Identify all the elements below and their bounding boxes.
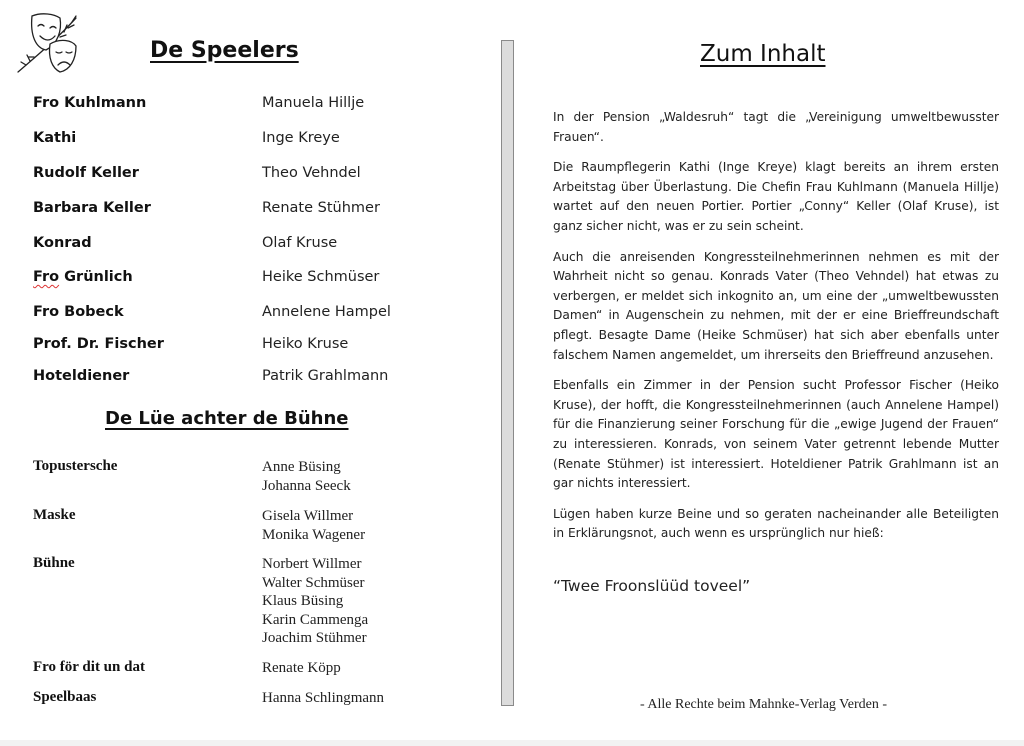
crew-role: Topustersche (33, 458, 118, 474)
crew-name: Anne Büsing (262, 459, 341, 475)
crew-role: Speelbaas (33, 689, 97, 705)
cast-actor: Annelene Hampel (262, 304, 391, 320)
crew-role: Maske (33, 507, 76, 523)
cast-actor: Inge Kreye (262, 130, 340, 146)
synopsis-text (553, 108, 999, 555)
cast-title: De Speelers (150, 38, 299, 63)
crew-names (262, 507, 365, 544)
cast-actor: Theo Vehndel (262, 165, 361, 181)
spellcheck-underline: Fro (33, 269, 60, 285)
cast-role: Rudolf Keller (33, 165, 139, 181)
synopsis-paragraph: Auch die anreisenden Kongressteilnehmerinnen nehmen es mit der Wahrheit nicht so genau. Konrads Vater (Theo Vehndel) hat etwas zu verbergen, er meldet sich inkognito an, um eine der „umweltbewussten Damen“ in Augenschein zu nehmen, mit der er eine Brieffreundschaft pflegt. Besagte Dame (Heike Schmüser) hat sich aber ebenfalls unter falschem Namen angemeldet, um ihrerseits den Brieffreund anzusehen. (553, 249, 999, 362)
crew-name: Gisela Willmer (262, 508, 354, 524)
crew-name: Klaus Büsing (262, 593, 344, 609)
rights-notice: - Alle Rechte beim Mahnke-Verlag Verden - (640, 697, 887, 712)
crew-name: Renate Köpp (262, 660, 341, 676)
crew-role: Fro för dit un dat (33, 659, 145, 675)
cast-role: Fro Bobeck (33, 304, 124, 320)
crew-name: Hanna Schlingmann (262, 690, 385, 706)
crew-name: Walter Schmüser (262, 574, 365, 591)
crew-name: Johanna Seeck (262, 477, 351, 494)
crew-names (262, 458, 351, 495)
crew-role: Bühne (33, 555, 75, 571)
cast-actor: Manuela Hillje (262, 95, 365, 111)
synopsis-paragraph: Ebenfalls ein Zimmer in der Pension sucht Professor Fischer (Heiko Kruse), der hofft, die Kongressteilnehmerinnen (auch Annelene Hampel) für die Finanzierung seiner Forschung für die „ewige Jugend der Frauen“ zu interessieren. Konrads, von seinem Vater getrennt lebende Mutter (Renate Stühmer) ist interessiert. Hoteldiener Patrik Grahlmann ist an gar nichts interessiert. (553, 378, 999, 491)
cast-role: Fro Kuhlmann (33, 95, 147, 111)
cast-actor: Heike Schmüser (262, 269, 380, 285)
crew-name: Karin Cammenga (262, 611, 369, 628)
cast-role: Prof. Dr. Fischer (33, 336, 164, 352)
cast-role (33, 269, 133, 285)
play-title-quote: “Twee Froonslüüd toveel” (553, 577, 751, 595)
cast-actor: Olaf Kruse (262, 235, 338, 251)
crew-name: Monika Wagener (262, 526, 366, 543)
cast-role: Barbara Keller (33, 200, 151, 216)
synopsis-title: Zum Inhalt (700, 41, 826, 67)
crew-name: Joachim Stühmer (262, 630, 367, 646)
crew-names (262, 659, 341, 678)
synopsis-paragraph: In der Pension „Waldesruh“ tagt die „Vereinigung umweltbewusster Frauen“. (553, 110, 999, 144)
cast-actor: Heiko Kruse (262, 336, 349, 352)
crew-names (262, 689, 384, 708)
synopsis-paragraph: Lügen haben kurze Beine und so geraten nacheinander alle Beteiligten in Erklärungsnot, auch wenn es ursprünglich nur hieß: (553, 506, 999, 541)
synopsis-paragraph: Die Raumpflegerin Kathi (Inge Kreye) klagt bereits an ihrem ersten Arbeitstag über Überlastung. Die Chefin Frau Kuhlmann (Manuela Hillje) wartet auf den neuen Portier. Portier „Conny“ Keller (Olaf Kruse), ist ganz sicher nicht, was er zu sein scheint. (553, 160, 999, 233)
cast-role: Kathi (33, 130, 77, 146)
theater-masks-icon (14, 10, 84, 76)
cast-role: Konrad (33, 235, 92, 251)
column-divider (501, 40, 514, 706)
bottom-strip (0, 740, 1024, 746)
cast-actor: Renate Stühmer (262, 200, 380, 216)
cast-role-rest: Grünlich (59, 269, 133, 285)
cast-actor: Patrik Grahlmann (262, 368, 389, 384)
cast-role: Hoteldiener (33, 368, 130, 384)
crew-names (262, 555, 368, 648)
crew-title: De Lüe achter de Bühne (105, 408, 349, 429)
crew-name: Norbert Willmer (262, 556, 362, 572)
